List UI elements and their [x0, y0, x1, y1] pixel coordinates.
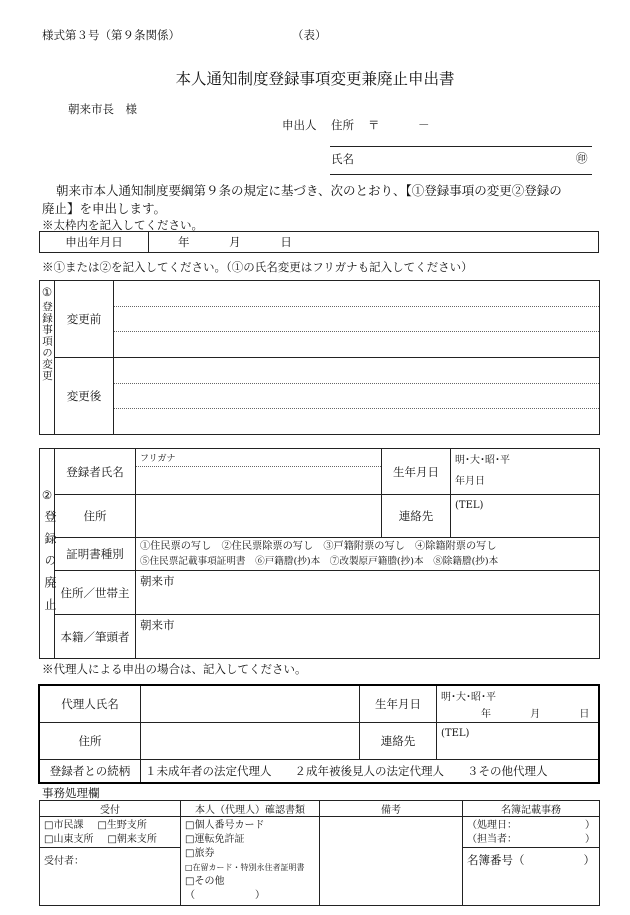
agent-tel-label: (TEL) — [441, 727, 470, 739]
after-label: 変更後 — [55, 358, 114, 435]
contact-label: 連絡先 — [382, 495, 451, 538]
reception-santo[interactable]: □山東支所 — [44, 834, 94, 845]
addressee: 朝来市長 様 — [68, 102, 137, 116]
registrant-address-field[interactable] — [136, 495, 382, 538]
section1-vertical-label: 登録事項の変更 — [41, 301, 53, 382]
honseki-label: 本籍／筆頭者 — [55, 615, 136, 659]
office-title: 事務処理欄 — [42, 786, 100, 800]
agent-name-field[interactable] — [141, 685, 360, 722]
reception-options — [40, 817, 181, 848]
roster-close-paren: ） — [583, 853, 595, 867]
relation-label: 登録者との続柄 — [39, 759, 141, 783]
day-label: 日 — [280, 235, 292, 249]
postal-dash: － — [418, 118, 430, 132]
intro-line1: 朝来市本人通知制度要綱第９条の規定に基づき、次のとおり、【①登録事項の変更②登録の — [56, 183, 562, 198]
doc-passport[interactable]: □旅券 — [185, 848, 215, 859]
registrant-name-field[interactable] — [136, 449, 382, 495]
abolish-table — [39, 448, 600, 659]
remarks-head: 備考 — [320, 801, 463, 817]
page-title: 本人通知制度登録事項変更兼廃止申出書 — [175, 70, 455, 88]
era-options: 明･大･昭･平 — [455, 455, 510, 466]
honseki-field[interactable] — [136, 615, 600, 659]
date-table — [39, 231, 599, 253]
close-paren: ） — [585, 834, 595, 845]
receiver-label: 受付者： — [44, 856, 84, 867]
registrant-address-label: 住所 — [55, 495, 136, 538]
process-person-label: （担当者： — [467, 834, 517, 845]
household-field[interactable] — [136, 571, 600, 615]
section1-side — [40, 281, 55, 435]
household-label: 住所／世帯主 — [55, 571, 136, 615]
remarks-field[interactable] — [320, 817, 463, 906]
address-label: 住所 — [331, 118, 354, 132]
furigana-label: フリガナ — [136, 449, 381, 467]
close-paren: ） — [585, 820, 595, 831]
cert-type-label: 証明書種別 — [55, 538, 136, 571]
contact-field[interactable] — [451, 495, 600, 538]
agent-name-label: 代理人氏名 — [39, 685, 141, 722]
agent-birth-field[interactable] — [437, 685, 600, 722]
reception-shimin[interactable]: □市民課 — [44, 820, 84, 831]
form-number: 様式第３号（第９条関係） — [42, 28, 180, 42]
roster-number-field[interactable] — [463, 848, 600, 906]
doc-mynumber[interactable]: □個人番号カード — [185, 820, 265, 831]
roster-process — [463, 817, 600, 848]
agent-birth-label: 生年月日 — [360, 685, 437, 722]
before-label: 変更前 — [55, 281, 114, 358]
address-line[interactable] — [330, 146, 592, 147]
birth-label: 生年月日 — [382, 449, 451, 495]
postal-mark: 〒 — [368, 118, 380, 132]
reception-ikuno[interactable]: □生野支所 — [97, 820, 147, 831]
cert-type-field[interactable] — [136, 538, 600, 571]
registrant-name-label: 登録者氏名 — [55, 449, 136, 495]
note-fill: ※太枠内を記入してください。 — [42, 218, 203, 232]
agent-year-label: 年 — [481, 709, 491, 720]
note-agent: ※代理人による申出の場合は、記入してください。 — [42, 662, 307, 676]
agent-era-options: 明･大･昭･平 — [441, 692, 496, 703]
applicant-label: 申出人 — [282, 118, 317, 132]
agent-address-label: 住所 — [39, 722, 141, 759]
date-field[interactable] — [149, 232, 599, 253]
reception-asago[interactable]: □朝来支所 — [107, 834, 157, 845]
intro-line2: 廃止】を申出します。 — [42, 201, 167, 216]
cert-options-line1: ①住民票の写し ②住民票除票の写し ③戸籍附票の写し ④除籍附票の写し — [140, 541, 497, 552]
office-table — [39, 800, 600, 906]
doc-license[interactable]: □運転免許証 — [185, 834, 245, 845]
section2-circle: ② — [41, 487, 53, 502]
name-line[interactable] — [330, 174, 592, 175]
agent-address-field[interactable] — [141, 722, 360, 759]
after-field[interactable] — [114, 358, 600, 435]
agent-contact-field[interactable] — [437, 722, 600, 759]
agent-day-label: 日 — [579, 709, 590, 720]
date-label: 申出年月日 — [40, 232, 149, 253]
section2-side — [40, 449, 55, 659]
household-value: 朝来市 — [140, 574, 175, 588]
cert-options-line2: ⑤住民票記載事項証明書 ⑥戸籍謄(抄)本 ⑦改製原戸籍謄(抄)本 ⑧除籍謄(抄)本 — [140, 556, 499, 567]
agent-month-label: 月 — [530, 709, 541, 720]
before-field[interactable] — [114, 281, 600, 358]
honseki-value: 朝来市 — [140, 618, 175, 632]
form-side: （表） — [292, 28, 327, 42]
section1-circle: ① — [41, 285, 53, 299]
year-label: 年 — [178, 235, 190, 249]
roster-head: 名簿記載事務 — [463, 801, 600, 817]
doc-residence-card[interactable]: □在留カード・特別永住者証明書 — [185, 863, 305, 872]
reception-head: 受付 — [40, 801, 181, 817]
id-docs-options — [181, 817, 320, 906]
agent-contact-label: 連絡先 — [360, 722, 437, 759]
tel-label: (TEL) — [455, 500, 484, 511]
process-date-label: （処理日： — [467, 820, 517, 831]
receiver-field[interactable] — [40, 848, 181, 906]
agent-table — [38, 684, 600, 784]
birth-field[interactable] — [451, 449, 600, 495]
section2-vertical-label: 登録の廃止 — [43, 509, 57, 620]
seal-mark: ㊞ — [576, 151, 588, 165]
change-table — [39, 280, 600, 435]
note-choose: ※①または②を記入してください。（①の氏名変更はフリガナも記入してください） — [42, 260, 473, 274]
doc-other-paren: （ ） — [185, 890, 265, 901]
month-label: 月 — [229, 235, 241, 249]
name-label: 氏名 — [331, 152, 354, 166]
id-docs-head: 本人（代理人）確認書類 — [181, 801, 320, 817]
relation-options[interactable]: １未成年者の法定代理人 ２成年被後見人の法定代理人 ３その他代理人 — [141, 759, 600, 783]
roster-number-label: 名簿番号（ — [467, 853, 525, 867]
ymd-label: 年月日 — [455, 476, 485, 487]
doc-other[interactable]: □その他 — [185, 876, 225, 887]
